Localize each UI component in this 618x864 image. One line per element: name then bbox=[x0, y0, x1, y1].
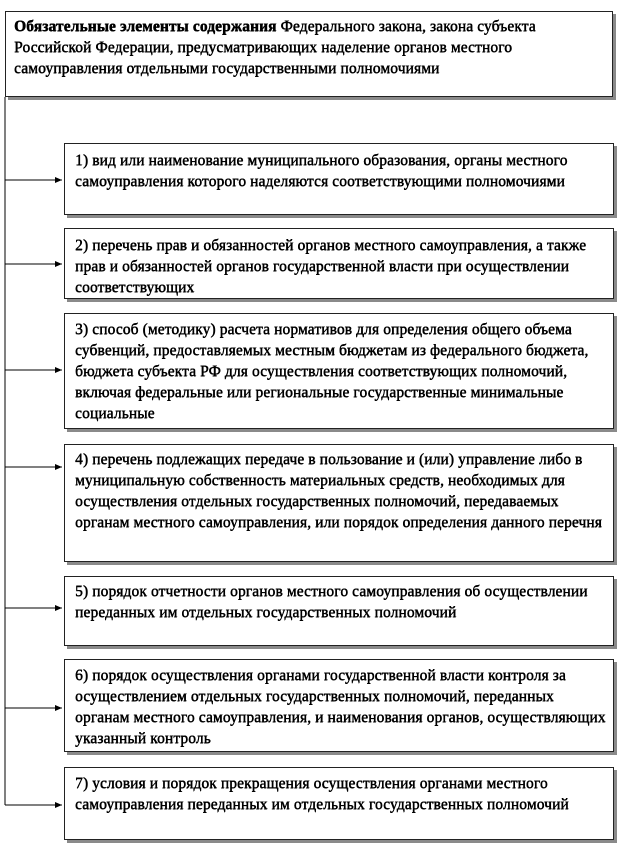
list-item-6 bbox=[64, 659, 614, 752]
header-title-rest: Федерального закона, закона субъекта Российской Федерации, предусматривающих наделение органов местного самоуправления отдельными государственными полномочиями bbox=[14, 18, 536, 77]
header-title-bold: Обязательные элементы содержания bbox=[14, 18, 277, 35]
list-item-text: 5) порядок отчетности органов местного самоуправления об осуществлении переданных им отдельных государственных полномочий bbox=[75, 583, 588, 621]
list-item-text: 1) вид или наименование муниципального образования, органы местного самоуправления которого наделяются соответствующими полномочиями bbox=[75, 152, 568, 190]
list-item-7 bbox=[64, 767, 614, 840]
list-item-5 bbox=[64, 576, 614, 646]
list-item-3 bbox=[64, 313, 614, 429]
list-item-text: 2) перечень прав и обязанностей органов местного самоуправления, а также прав и обязанностей органов государственной власти при осуществлении соответствующих bbox=[75, 237, 587, 296]
list-item-4 bbox=[64, 444, 614, 562]
list-item-text: 3) способ (методику) расчета нормативов для определения общего объема субвенций, предоставляемых местным бюджетам из федерального бюджета, бюджета субъекта РФ для осуществления соответствующих полномочий, включая федеральные или региональные государственные минимальные социальные bbox=[75, 321, 589, 422]
list-item-text: 6) порядок осуществления органами государственной власти контроля за осуществлением отдельных государственных полномочий, переданных органам местного самоуправления, и наименования органов, осуществляющих указанный контроль bbox=[75, 667, 606, 747]
list-item-2 bbox=[64, 228, 614, 299]
list-item-text: 7) условия и порядок прекращения осуществления органами местного самоуправления переданных им отдельных государственных полномочий bbox=[75, 775, 569, 813]
list-item-1 bbox=[64, 143, 614, 215]
header-box bbox=[5, 11, 613, 97]
list-item-text: 4) перечень подлежащих передаче в пользование и (или) управление либо в муниципальную собственность материальных средств, необходимых для осуществления отдельных государственных полномочий, передаваемых органам местного самоуправления, или порядок определения данного перечня bbox=[75, 451, 602, 531]
